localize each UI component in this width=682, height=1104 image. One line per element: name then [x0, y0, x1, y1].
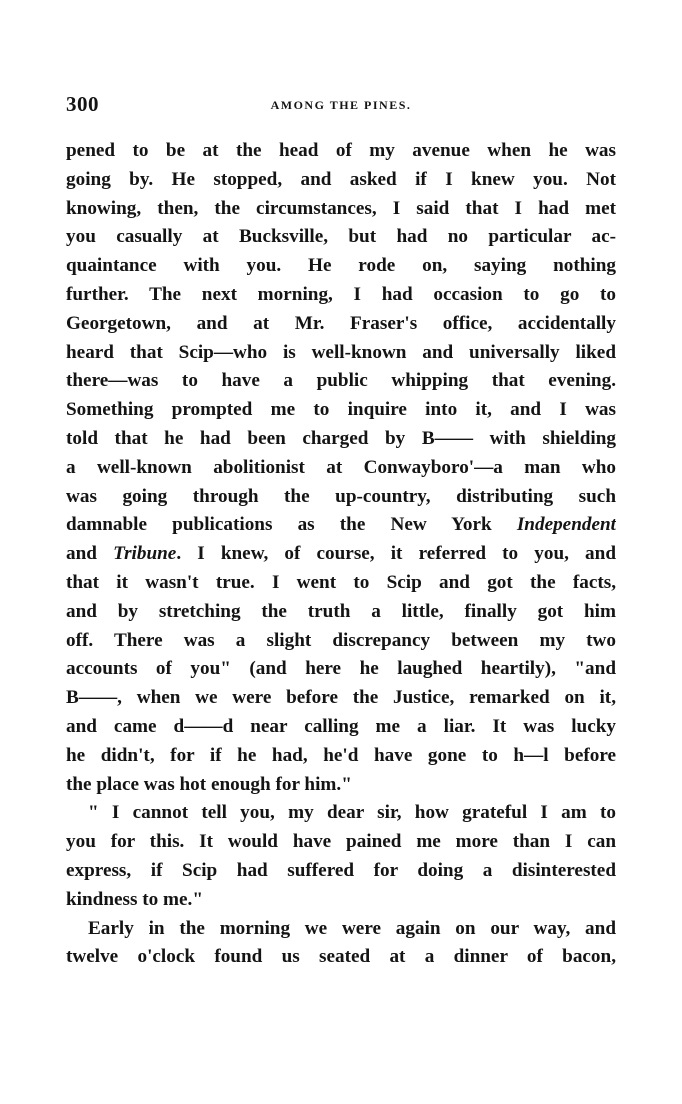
running-head: AMONG THE PINES. [270, 98, 412, 112]
page-number: 300 [66, 92, 99, 116]
text-line: and Tribune. I knew, of course, it referred to you, and [66, 543, 616, 565]
text-line: and came d——d near calling me a liar. It was lucky [66, 715, 616, 737]
italic-title: Independent [516, 514, 616, 536]
text-line: going by. He stopped, and asked if I knew you. Not [66, 168, 616, 190]
text-line: accounts of you" (and here he laughed heartily), "and [66, 658, 616, 680]
text-line: quaintance with you. He rode on, saying nothing [66, 255, 616, 277]
text-line: twelve o'clock found us seated at a dinner of bacon, [66, 946, 616, 968]
text-line: knowing, then, the circumstances, I said that I had met [66, 197, 616, 219]
text-line: off. There was a slight discrepancy between my two [66, 629, 616, 651]
body-text [66, 137, 616, 972]
text-line: a well-known abolitionist at Conwayboro'—a man who [66, 456, 616, 478]
text-line: was going through the up-country, distributing such [66, 485, 616, 507]
text-line: there—was to have a public whipping that evening. [66, 370, 616, 392]
text-line: " I cannot tell you, my dear sir, how grateful I am to [88, 802, 616, 824]
text-line: damnable publications as the New York Independent [66, 514, 616, 536]
text-line: kindness to me." [66, 888, 203, 910]
text-line: pened to be at the head of my avenue when he was [66, 140, 616, 161]
text-line: Early in the morning we were again on our way, and [88, 917, 616, 939]
text-line: that it wasn't true. I went to Scip and got the facts, [66, 571, 616, 593]
text-line: you for this. It would have pained me more than I can [66, 831, 616, 853]
text-line: you casually at Bucksville, but had no particular ac- [66, 226, 616, 248]
text-line: the place was hot enough for him." [66, 773, 352, 795]
text-line: Georgetown, and at Mr. Fraser's office, accidentally [66, 312, 616, 334]
text-line: B——, when we were before the Justice, remarked on it, [66, 687, 616, 709]
text-line: heard that Scip—who is well-known and universally liked [66, 341, 616, 363]
text-line: told that he had been charged by B—— with shielding [66, 427, 616, 449]
text-line: further. The next morning, I had occasion to go to [66, 283, 616, 305]
text-line: Something prompted me to inquire into it, and I was [66, 399, 616, 421]
text-line: express, if Scip had suffered for doing a disinterested [66, 859, 616, 881]
italic-title: Tribune [113, 543, 177, 565]
text-line: and by stretching the truth a little, finally got him [66, 600, 616, 622]
page-header [66, 92, 616, 118]
text-line: he didn't, for if he had, he'd have gone to h—l before [66, 744, 616, 766]
